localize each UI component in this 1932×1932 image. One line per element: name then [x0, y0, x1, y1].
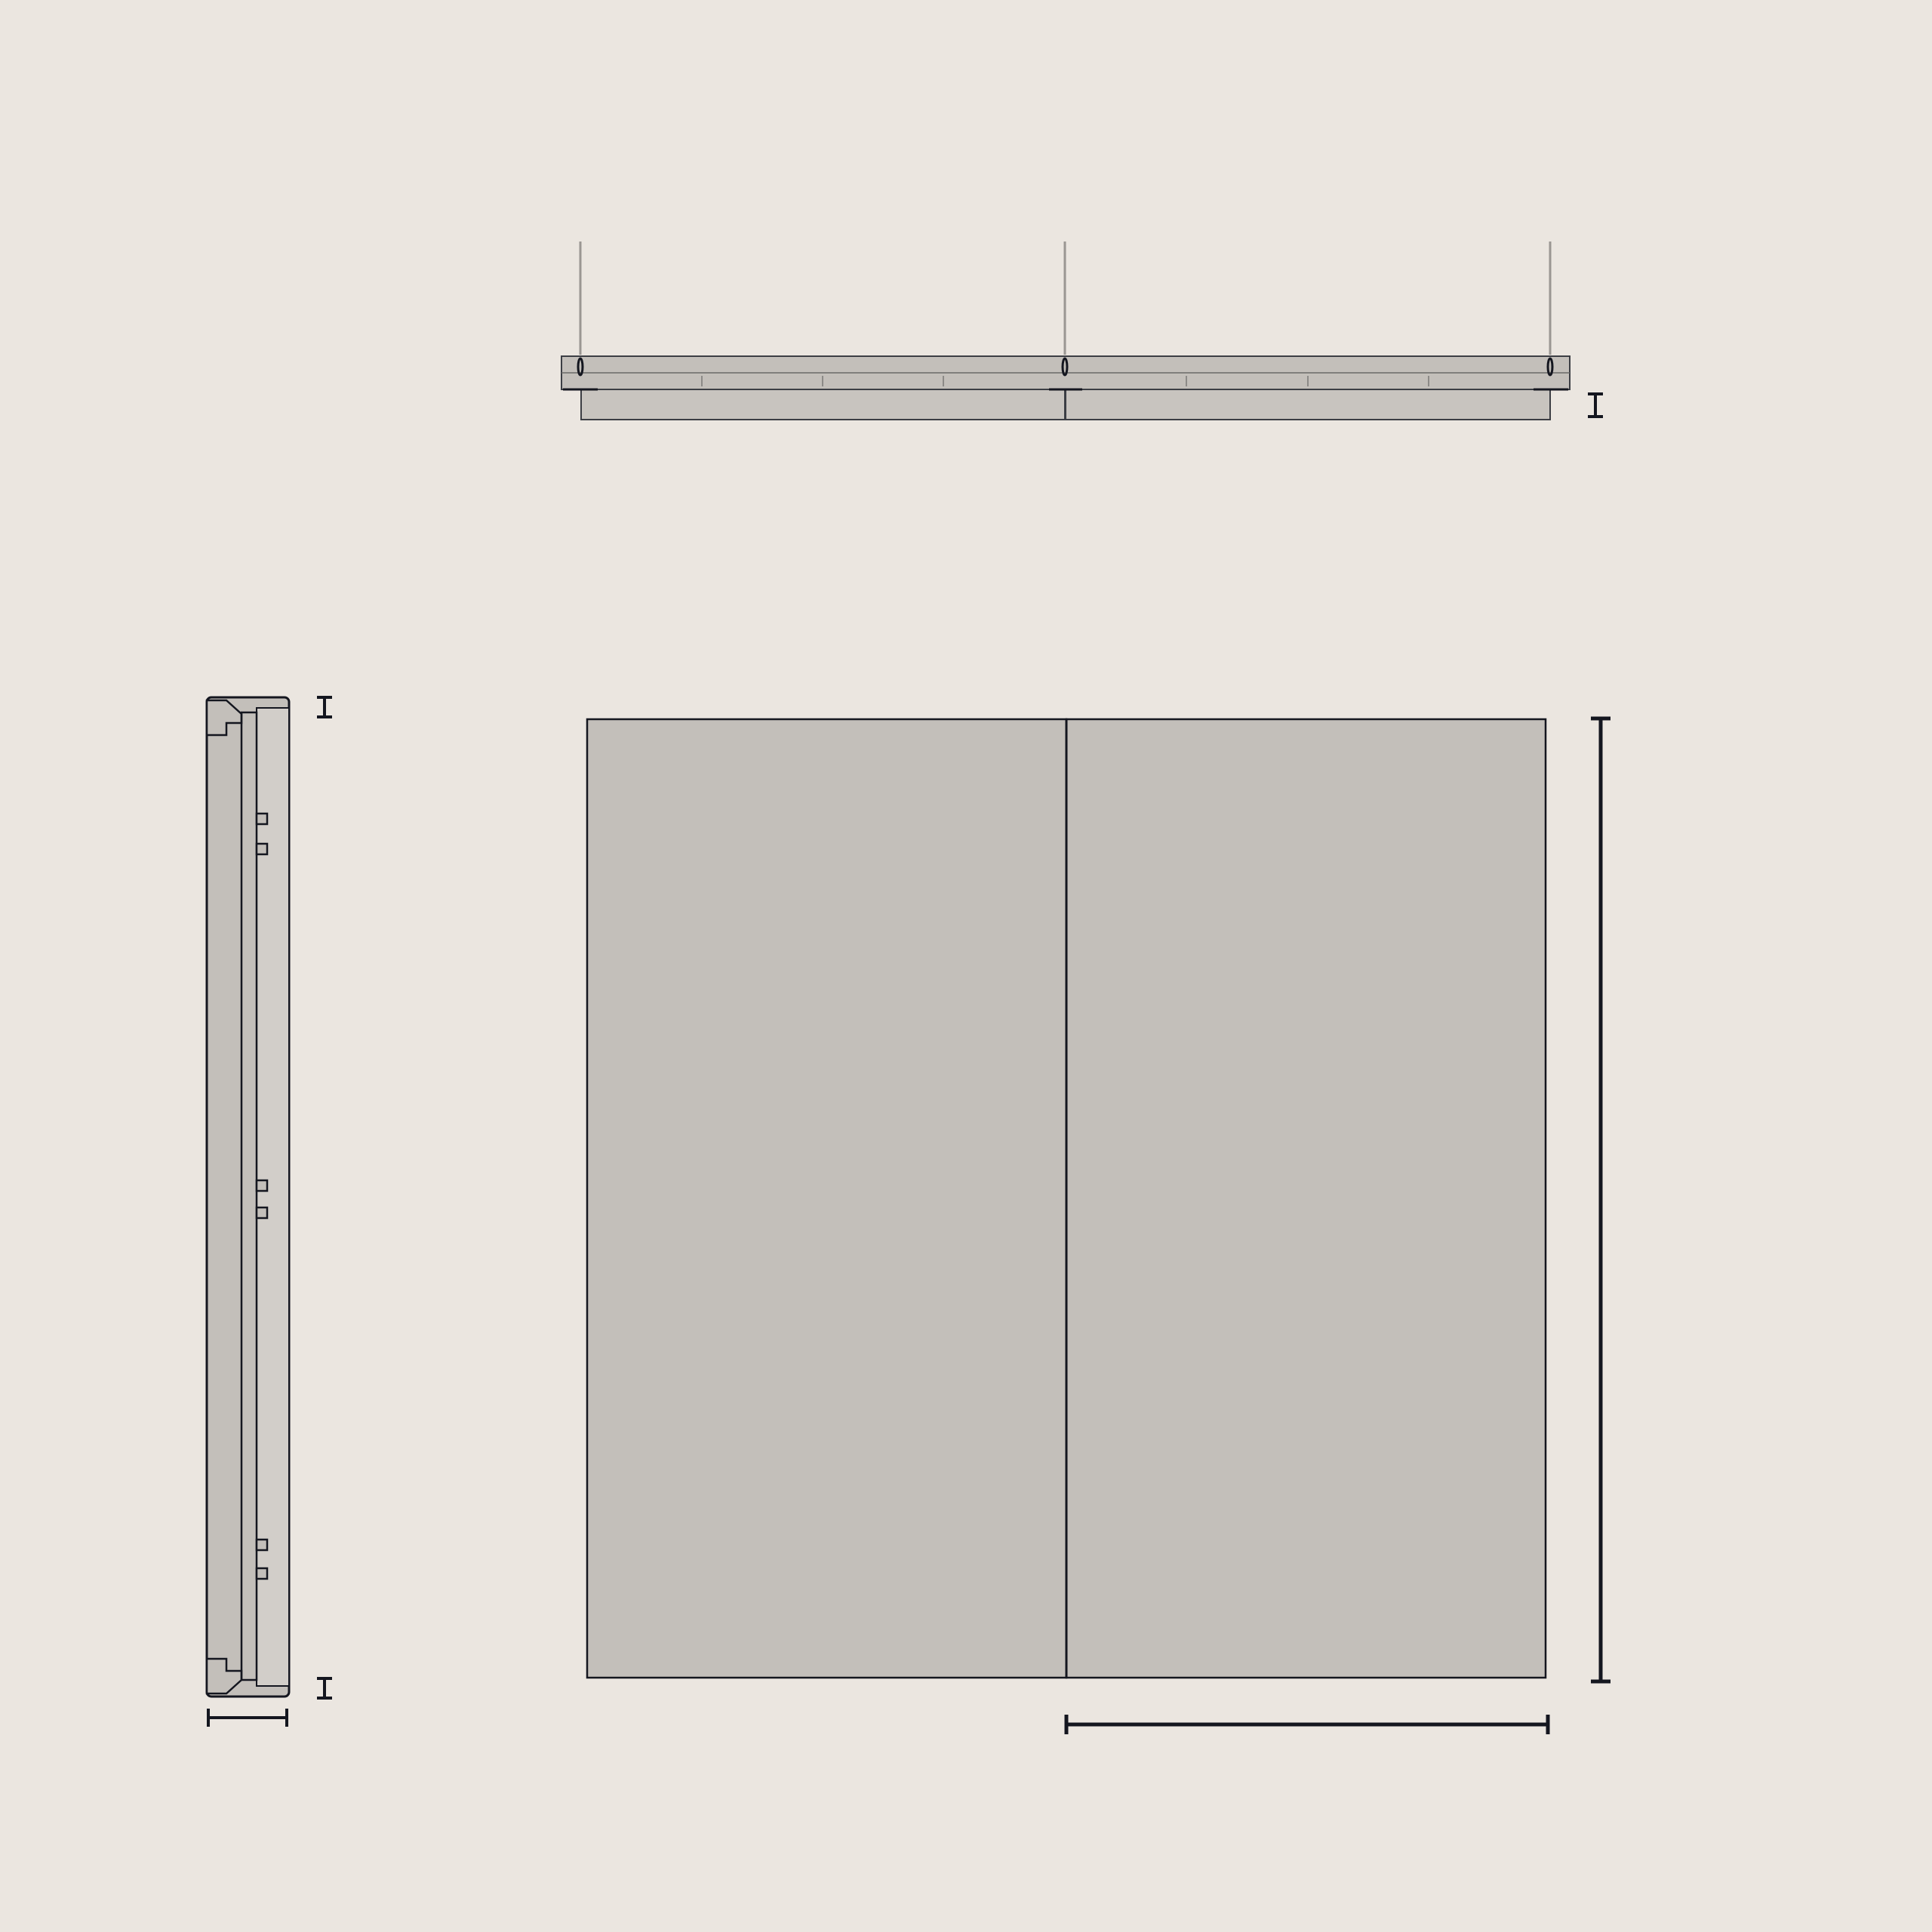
wall-section-drawing	[207, 697, 332, 1727]
ceiling-panel-left	[581, 389, 1065, 420]
suspension-cables	[580, 242, 1550, 355]
panel-right	[1066, 719, 1546, 1678]
panel-configuration-drawing	[587, 718, 1611, 1734]
ceiling-panel-right	[1066, 389, 1550, 420]
panel-left	[587, 719, 1066, 1678]
ceiling-dimension-marker	[1588, 394, 1603, 417]
ceiling-section-drawing	[561, 242, 1603, 420]
